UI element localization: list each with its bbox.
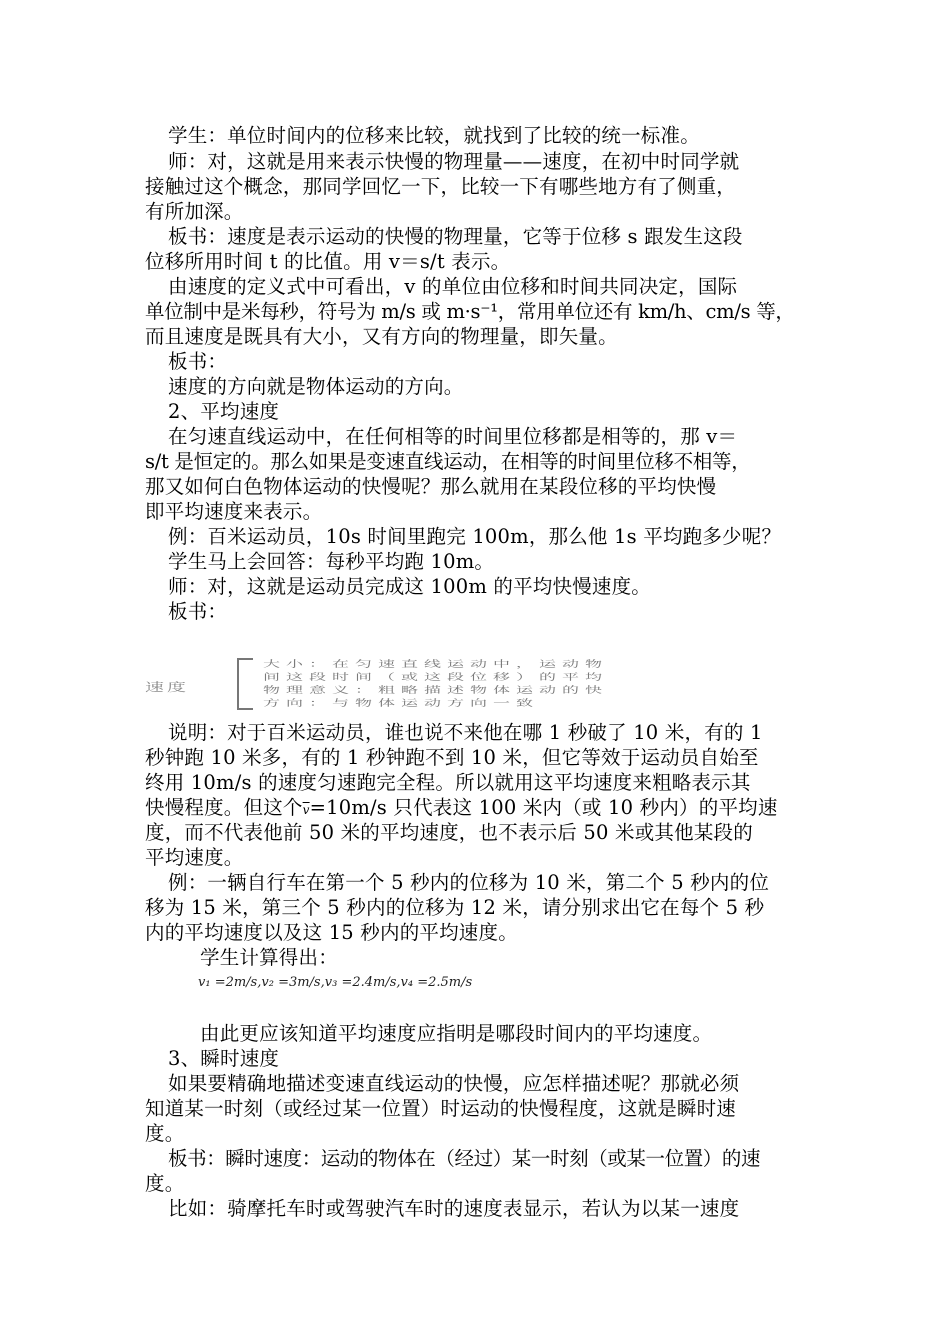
- text-line: 终用 10m/s 的速度匀速跑完全程。所以就用这平均速度来粗略表示其: [145, 771, 751, 794]
- formula-v3: v₃ =2.4m/s,: [324, 975, 401, 990]
- v-bar-symbol: $\overline{v}$: [302, 803, 310, 817]
- blackboard-row: 方向：与物体运动方向一致: [263, 697, 539, 709]
- text-line: 即平均速度来表示。: [145, 500, 323, 523]
- text-line: 板书：: [168, 600, 228, 623]
- text-line: 单位制中是米每秒，符号为 m/s 或 m·s⁻¹，常用单位还有 km/h、cm/s 等，: [145, 300, 795, 323]
- text-segment: 快慢程度。但这个: [145, 796, 303, 819]
- text-line: 由此更应该知道平均速度应指明是哪段时间内的平均速度。: [200, 1022, 713, 1045]
- text-line: 比如：骑摩托车时或驾驶汽车时的速度表显示，若认为以某一速度: [168, 1197, 740, 1220]
- section-heading: 3、瞬时速度: [168, 1047, 280, 1070]
- blackboard-row: 间这段时间（或这段位移）的平均: [263, 671, 608, 683]
- text-line: 速度的方向就是物体运动的方向。: [168, 375, 464, 398]
- text-line: 接触过这个概念，那同学回忆一下，比较一下有哪些地方有了侧重，: [145, 175, 737, 198]
- blackboard-row: 大小：在匀速直线运动中，运动物: [263, 658, 608, 670]
- formula-v1: v₁ =2m/s,: [198, 975, 262, 990]
- text-line: 知道某一时刻（或经过某一位置）时运动的快慢程度，这就是瞬时速: [145, 1097, 737, 1120]
- text-line: 学生计算得出：: [200, 946, 338, 969]
- text-line: 内的平均速度以及这 15 秒内的平均速度。: [145, 921, 518, 944]
- text-line: [145, 795, 810, 823]
- brace-icon: [237, 658, 253, 710]
- text-line: s/t 是恒定的。那么如果是变速直线运动，在相等的时间里位移不相等，: [145, 450, 751, 473]
- text-line: 秒钟跑 10 米多，有的 1 秒钟跑不到 10 米，但它等效于运动员自始至: [145, 746, 759, 769]
- text-line: 例：一辆自行车在第一个 5 秒内的位移为 10 米，第二个 5 秒内的位: [168, 871, 770, 894]
- text-line: 由速度的定义式中可看出，v 的单位由位移和时间共同决定，国际: [168, 275, 738, 298]
- text-segment: =10m/s 只代表这 100 米内（或 10 秒内）的平均速: [309, 796, 778, 819]
- formula-v2: v₂ =3m/s,: [261, 975, 325, 990]
- text-line: 板书：瞬时速度：运动的物体在（经过）某一时刻（或某一位置）的速: [168, 1147, 761, 1170]
- text-line: 说明：对于百米运动员，谁也说不来他在哪 1 秒破了 10 米，有的 1: [168, 721, 763, 744]
- text-line: 那又如何白色物体运动的快慢呢？那么就用在某段位移的平均快慢: [145, 475, 717, 498]
- text-line: 如果要精确地描述变速直线运动的快慢，应怎样描述呢？那就必须: [168, 1072, 740, 1095]
- blackboard-label: 速度: [145, 680, 190, 694]
- text-line: 度。: [145, 1122, 185, 1145]
- average-velocity-formula: [198, 975, 472, 990]
- text-line: 板书：速度是表示运动的快慢的物理量，它等于位移 s 跟发生这段: [168, 225, 743, 248]
- text-line: 而且速度是既具有大小，又有方向的物理量，即矢量。: [145, 325, 618, 348]
- text-line: 度。: [145, 1172, 185, 1195]
- text-line: 位移所用时间 t 的比值。用 v＝s/t 表示。: [145, 250, 511, 273]
- text-line: 师：对，这就是运动员完成这 100m 的平均快慢速度。: [168, 575, 652, 598]
- formula-v4: v₄ =2.5m/s: [400, 975, 473, 990]
- text-line: 例：百米运动员，10s 时间里跑完 100m，那么他 1s 平均跑多少呢？: [168, 525, 782, 548]
- text-line: 学生：单位时间内的位移来比较，就找到了比较的统一标准。: [168, 124, 700, 147]
- section-heading: 2、平均速度: [168, 400, 280, 423]
- text-line: 学生马上会回答：每秒平均跑 10m。: [168, 550, 495, 573]
- text-line: 师：对，这就是用来表示快慢的物理量——速度，在初中时同学就: [168, 150, 740, 173]
- text-line: 在匀速直线运动中，在任何相等的时间里位移都是相等的，那 v＝: [168, 425, 738, 448]
- text-line: 度，而不代表他前 50 米的平均速度，也不表示后 50 米或其他某段的: [145, 821, 753, 844]
- text-line: 板书：: [168, 350, 228, 373]
- text-line: 有所加深。: [145, 200, 244, 223]
- text-line: 移为 15 米，第三个 5 秒内的位移为 12 米，请分别求出它在每个 5 秒: [145, 896, 765, 919]
- blackboard-summary-image: [145, 654, 950, 712]
- text-line: 平均速度。: [145, 846, 244, 869]
- blackboard-row: 物理意义：粗略描述物体运动的快: [263, 684, 608, 696]
